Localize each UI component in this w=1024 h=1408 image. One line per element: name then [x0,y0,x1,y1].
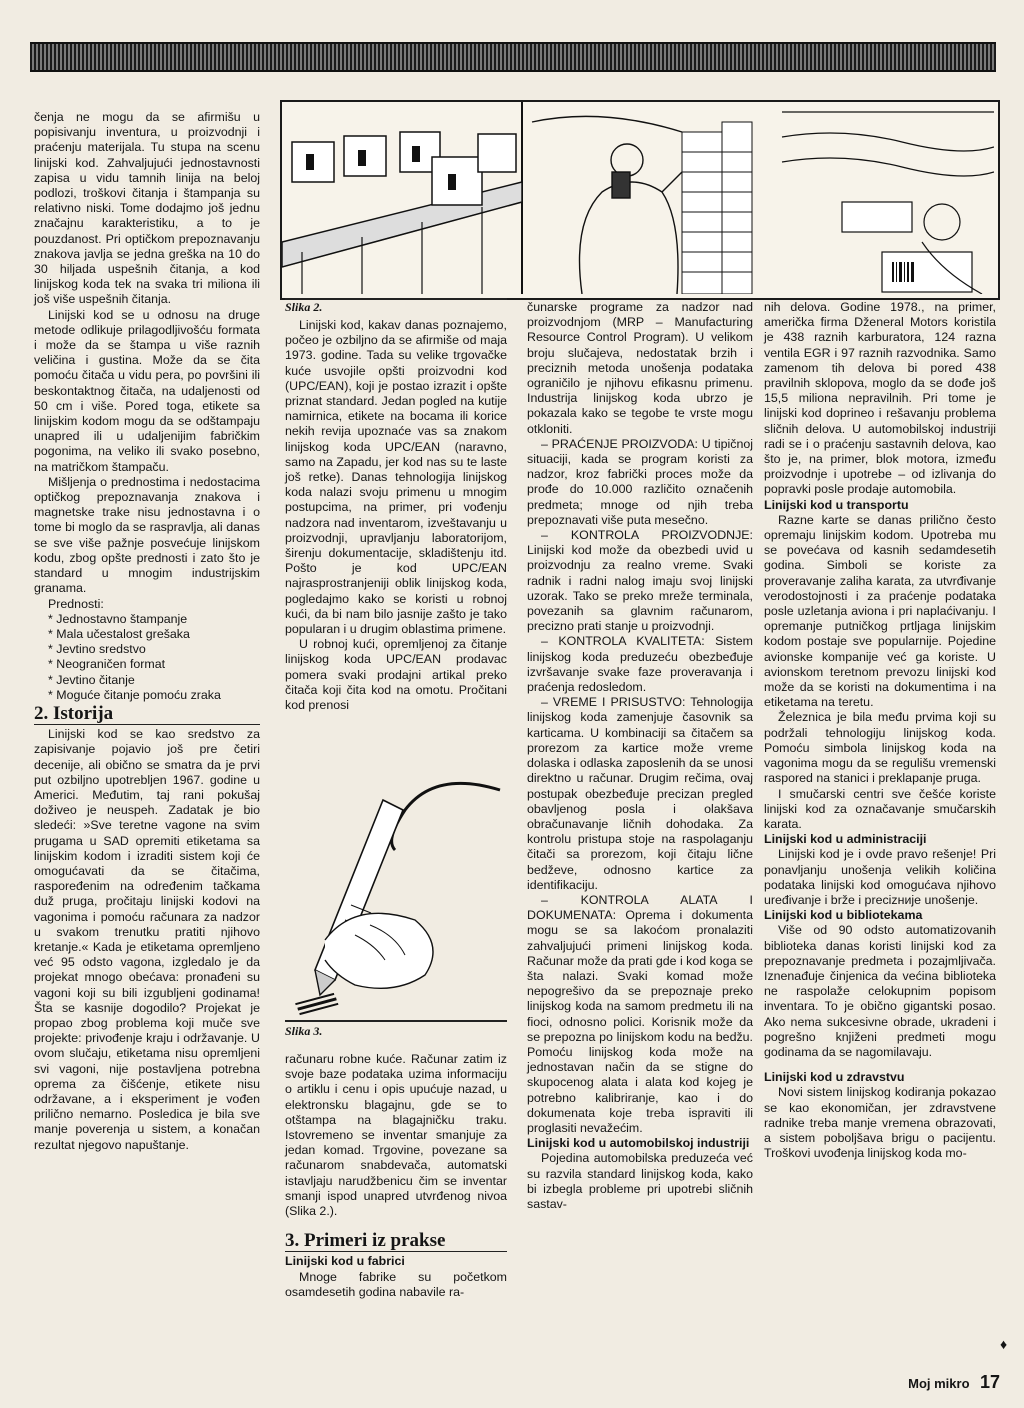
column-4 [764,300,996,1161]
paragraph: Linijski kod je i ovde pravo rešenje! Pri ponavljanju unošenja velikih količina podataka linijski kod omogućava njihovo uređivanje i brže i precizније unošenje. [764,847,996,907]
caption-rule [285,1020,507,1022]
paragraph: Linijski kod se u odnosu na druge metode odlikuje prilagodljivošću formata i može da se štampa u više raznih veličina i gustina. Može da se čita pomoću čitača u vidu pera, po površini ili beskontaktnog čitača, na udaljenosti od 50 cm i više. Pored toga, etikete sa linijskim kodom mogu da se odštampaju unapred ili u udaljenijim fabričkim pogonima, na veliko ili svako posebno, na matričkom štampaču. [34,307,260,474]
paragraph: – VREME I PRISUSTVO: Tehnologija linijskog koda zamenjuje časovnik sa karticama. U kombinaciji sa čitačem sa prorezom za kartice može vreme dolaska i odlaska zaposlenih da se unosi direktno u računar. Drugim rečima, ovaj postupak obezbeđuje precizan pregled obavljenog posla i olakšava obračunavanje ličnih dohodaka. Za kontrolu pristupa stoje na raspolaganju čitači sa prorezom, koji čitaju lične bedževe, odnosno kartice za identifikaciju. [527,695,753,892]
warehouse-drawing [282,102,994,294]
paragraph: čenja ne mogu da se afirmišu u popisivanju inventura, u proizvodnji i praćenju materijala. Tu stupa na scenu linijski kod. Zahvaljujući jednostavnosti zapisa u vidu tamnih linija na beloj podlozi, troškovi čitanja i štampanja su relativno niski. Tome dodajmo još jednu značajnu karakteristiku, a to je pouzdanost. Pri optičkom prepoznavanju znakova javlja se jedna greška na 10 do 30 hiljada uspešnih čitanja, a kod linijskog koda tek na svaka tri miliona ili još više uspešnih čitanja. [34,110,260,307]
subheading: Linijski kod u zdravstvu [764,1070,905,1085]
paragraph: Novi sistem linijskog kodiranja pokazao se kao ekonomičan, jer zdravstvene radnike treba manje vremena obrazovati, a sistem poboljšava brigu o pacijentu. Troškovi uvođenja linijskog koda mo- [764,1085,996,1161]
paragraph: U robnoj kući, opremljenoj za čitanje linijskog koda UPC/EAN prodavac pomera svaki prodajni artikal preko čitača koji čita kod na omotu. Pročitani kod prenosi [285,637,507,713]
paragraph: čunarske programe za nadzor nad proizvodnjom (MRP – Manufacturing Resource Control Program). U velikom broju slučajeva, nedostatak brzih i preciznih metoda unošenja podataka ograničilo je njihovu efikasnu primenu. Industrija linijskog koda ubrzo je pokazala kako se tegobe te vrste mogu otkloniti. [527,300,753,436]
subheading: Linijski kod u administraciji [764,832,927,847]
section-heading-istorija: 2. Istorija [34,706,260,725]
list-item: * Mala učestalost grešaka [48,627,260,642]
pen-reader-drawing [285,770,505,1020]
paragraph: I smučarski centri sve češće koriste linijski kod za označavanje smučarskih karata. [764,786,996,831]
list-item: * Jednostavno štampanje [48,612,260,627]
subheading: Linijski kod u transportu [764,497,909,512]
paragraph: Linijski kod, kakav danas poznajemo, počeo je ozbiljno da se afirmiše od maja 1973. godine. Tada su velike trgovačke kuće usvojile opšti proizvodni kod (UPC/EAN), koji je postao izrazit i opšte priznat standard. Jedan pogled na kutije namirnica, etikete na bocama ili korice nekih revija upoznaće vas sa znakom linijskog koda UPC/EAN (naravno, samo na Zapadu, jer kod nas su te laste još retke). Danas tehnologija linijskog koda nalazi svoju primenu u mnogim postupcima, na primer, pri vođenju nadzora nad inventarom, izveštavanju u proizvodnji, upravljanju laboratorijom, širenju dokumentacije, skladištenju itd. Pošto je kod UPC/EAN najrasprostranjeniji oblik linijskog koda, pogledajmo kako se koristi u robnoj kući, da bi nam bilo jasnije zašto je tako popularan i u drugim oblastima primene. [285,318,507,637]
list-item: * Moguće čitanje pomoću zraka [48,688,260,703]
advantages-title: Prednosti: [48,596,104,611]
list-item: * Jevtino čitanje [48,673,260,688]
paragraph: Pojedina automobilska preduzeća već su razvila standard linijskog koda, kako bi izbegla probleme pri upotrebi sličnih sastav- [527,1151,753,1211]
section-heading-primeri: 3. Primeri iz prakse [285,1233,507,1252]
column-2 [285,318,507,713]
paragraph: Linijski kod se kao sredstvo za zapisivanje pojavio još pre četiri decenije, ali obično se smatra da je prvi put ozbiljno upotrebljen 1967. godine u Americi. Međutim, taj rani pokušaj doživeo je neuspeh. Zadatak je bio sledeći: »Sve teretne vagone na svim prugama u SAD opremiti etiketama sa linijskim kodom i izraditi sistem koji će omogućavati da se čitačima, raspoređenim na određenim tačkama duž pruga, pročitaju linijski kodovi na vagonima i pomoću računara za nadzor u svakom trenutku pratiti njihovo kretanje.« Kada je etiketama opremljeno već 95 odsto vagona, izgledalo je da projekat mnogo obećava: pronađeni su vagoni koji su bili izgubljeni godinama! Šta se kasnije dogodilo? Projekat je propao zbog problema koji muče sve projekte: privođenje kraju i održavanje. U ovom slučaju, etiketama nisu opremljeni svi vagoni, nije postavljena potrebna oprema za čišćenje, etikete nisu održavane, a i eksperiment je vođen prilično nemarno. Posledica je bila sve manje poverenja u sistem, a konačan rezultat njegovo napuštanje. [34,727,260,1152]
paragraph: Mnoge fabrike su početkom osamdesetih godina nabavile ra- [285,1269,507,1299]
list-item: * Neograničen format [48,657,260,672]
subheading: Linijski kod u bibliotekama [764,908,923,923]
paragraph: – KONTROLA ALATA I DOKUMENATA: Oprema i dokumenta mogu se sa lakoćom pronalaziti zahvaljujući primeni linijskog koda. Računar može da prati gde i kod koga se šta nalazi. Svaki komad može nepogrešivo da se prepoznaje preko linijskog koda na samom predmetu ili na fioci, odnosno polici. Korisnik može da se prepozna po linijskom kodu na bedžu. Pomoću linijskog koda može na jednostavan način da se stigne do skupocenog alata i alata kod kojeg je potrebno kalibriranje, kao i do dokumenata koje treba ispraviti ili proglasiti nevažećim. [527,892,753,1135]
decorative-header-bar [30,42,996,72]
paragraph: Železnica je bila među prvima koji su podržali tehnologiju linijskog koda. Pomoću simbola linijskog koda na vagonima mogu da se regulišu vremenski raspored na stanici i preklapanje pruga. [764,710,996,786]
illustration-warehouse [280,100,1000,300]
caption-slika-2: Slika 2. [285,300,323,314]
paragraph: nih delova. Godine 1978., na primer, američka firma Dženeral Motors koristila je 438 raznih karburatora, 124 razna ventila EGR i 97 raznih razvodnika. Samo zamenom tih delova bi pored 438 pravilnih sklopova, moglo da se dođe još 15,5 miliona nepravilnih. Pri tome je linijski kod doprineo i rešavanju problema sličnih delova. U automobilskoj industriji radi se i o praćenju sastavnih delova, kao što je, na primer, blok motora, između proizvodnje i upotrebe – od izlivanja do popravki posle prodaje automobila. [764,300,996,497]
subheading: Linijski kod u fabrici [285,1254,405,1269]
page-footer [908,1372,1000,1393]
illustration-pen-reader [285,770,505,1020]
paragraph: Razne karte se danas prilično često opremaju linijskim kodom. Upotreba mu se povećava od kasnih sedamdesetih godina. Simboli se koriste za proveravanje zaliha karata, za utvrđivanje verodostojnosti i za praćenje podataka posle uzletanja aviona i pri naplaćivanju. I opremanje putničkog prtljaga linijskim kodom postaje sve popularnije. Pojedine avionske kompanije već ga koriste. U avionskom teretnom prevozu linijski kod može da se koristi na dokumentima i na etiketama na teretu. [764,512,996,710]
column-1 [34,110,260,1153]
advantages-list [34,612,260,703]
paragraph: – KONTROLA KVALITETA: Sistem linijskog koda preduzeću obezbeđuje izvršavanje svake faze proveravanja i praćenja redosledom. [527,634,753,695]
magazine-name: Moj mikro [908,1376,970,1391]
paragraph: Više od 90 odsto automatizovanih biblioteka danas koristi linijski kod za prepoznavanje predmeta i pozajmljivača. Iznenađuje činjenica da većina biblioteka ne raspolaže celokupnim popisom inventara. To je obično gigantski posao. Ako nema sukcesivne obrade, ukradeni i pogrešno knjiženi predmeti mogu godinama da se nagomilavaju. [764,923,996,1059]
paragraph: Mišljenja o prednostima i nedostacima optičkog prepoznavanja znakova i magnetske trake nisu jednostavna i o tome bi moglo da se raspravlja, ali danas se sve više pažnje posvećuje linijskom kodu, zbog opšte prednosti i zato što je standard u mnogim industrijskim granama. [34,474,260,596]
column-2-lower [285,1052,507,1300]
subheading: Linijski kod u automobilskoj industriji [527,1136,750,1151]
caption-slika-3: Slika 3. [285,1024,323,1038]
page-number: 17 [979,1372,1000,1392]
list-item: * Jevtino sredstvo [48,642,260,657]
paragraph: – PRAĆENJE PROIZVODA: U tipičnoj situaciji, kada se program koristi za nadzor, kroz fabrički proces može da prođe do 10.000 različito označenih predmeta; mnoge od njih treba prepoznavati više puta mesečno. [527,436,753,527]
continue-arrow-icon: ♦ [1000,1336,1008,1352]
paragraph: – KONTROLA PROIZVODNJE: Linijski kod može da obezbedi uvid u proizvodnju za realno vreme. Svaki radnik i radni nalog imaju svoj linijski uzorak. Tako se preko mreže terminala, povezanih sa glavnim računarom, precizno prati stanje u proizvodnji. [527,528,753,634]
paragraph: računaru robne kuće. Računar zatim iz svoje baze podataka uzima informaciju o artiklu i cenu i opis upućuje nazad, u elektronsku blagajnu, gde se to otštampa na blagajničku traku. Istovremeno se inventar smanjuje za jedan komad. Trgovine, povezane sa računarom snabdevača, automatski istavljaju narudžbenicu čim se inventar smanji ispod unapred utvrđenog nivoa (Slika 2.). [285,1052,507,1219]
column-3 [527,300,753,1212]
